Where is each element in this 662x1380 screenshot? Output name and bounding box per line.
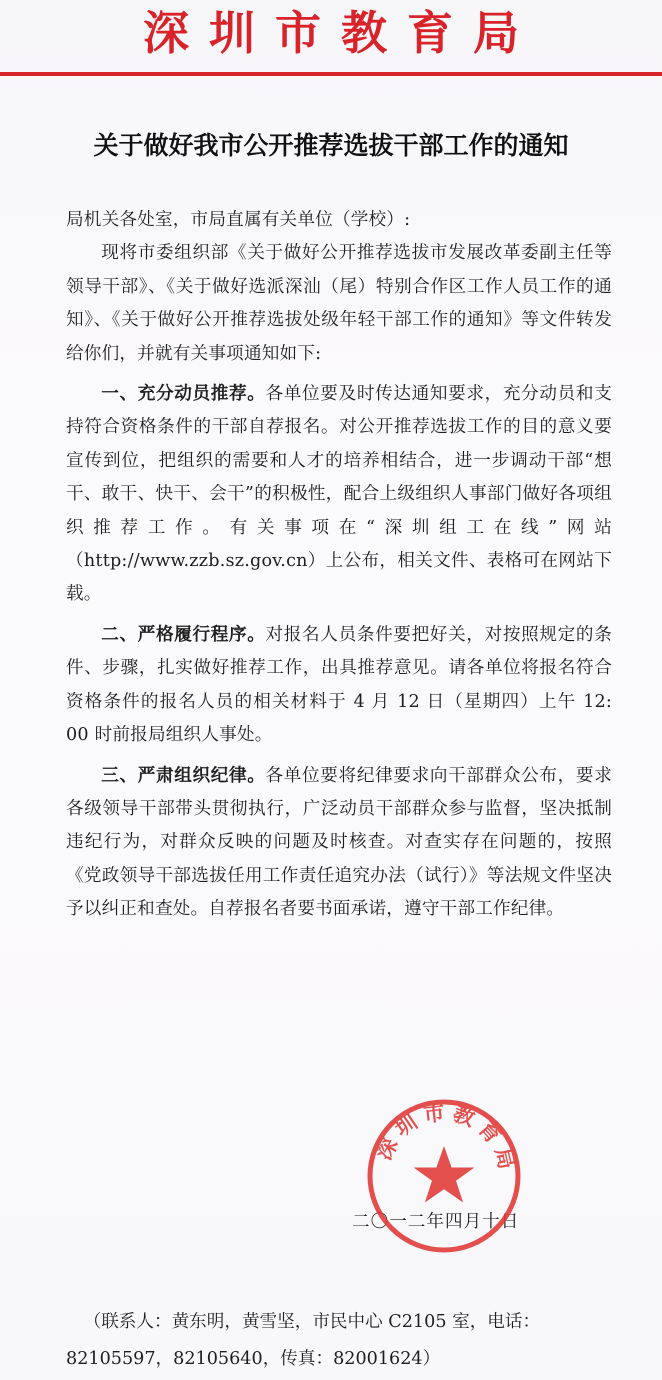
section-lead-3: 三、严肃组织纪律。 <box>101 765 266 786</box>
section-paragraph-3 <box>66 760 612 927</box>
star-icon <box>414 1146 475 1203</box>
section-text-3: 各单位要将纪律要求向干部群众公布，要求各级领导干部带头贯彻执行，广泛动员干部群众参与监督，坚决抵制违纪行为，对群众反映的问题及时核查。对查实存在问题的，按照《党政领导干部选拔任用工作责任追究办法（试行）》等法规文件坚决予以纠正和查处。自荐报名者要书面承诺，遵守干部工作纪律。 <box>66 765 612 920</box>
document-body <box>66 204 612 927</box>
seal-arc-text: 深圳市教育局 <box>370 1098 522 1178</box>
section-text-2: 对报名人员条件要把好关，对按照规定的条件、步骤，扎实做好推荐工作，出具推荐意见。请各单位将报名符合资格条件的报名人员的相关材料于 4 月 12 日（星期四）上午 12: 00 时前报局组织人事处。 <box>66 624 612 746</box>
contact-info <box>66 1304 626 1378</box>
contact-line-2: 82105597，82105640，传真：82001624） <box>66 1349 441 1369</box>
contact-line-1: （联系人：黄东明，黄雪坚，市民中心 C2105 室，电话： <box>83 1312 541 1332</box>
letterhead-rule <box>0 72 662 76</box>
issue-date: 二〇一二年四月十日 <box>352 1212 520 1232</box>
official-seal <box>364 1096 524 1256</box>
section-lead-2: 二、严格履行程序。 <box>101 624 266 645</box>
letterhead <box>0 0 662 78</box>
section-paragraph-2 <box>66 619 612 753</box>
document-title: 关于做好我市公开推荐选拔干部工作的通知 <box>93 131 569 160</box>
letterhead-title: 深圳市教育局 <box>143 6 539 60</box>
addressee: 局机关各处室，市局直属有关单位（学校）: <box>66 210 411 230</box>
intro-paragraph: 现将市委组织部《关于做好公开推荐选拔市发展改革委副主任等领导干部》、《关于做好选派深汕（尾）特别合作区工作人员工作的通知》、《关于做好公开推荐选拔处级年轻干部工作的通知》等文件转发给你们，并就有关事项通知如下: <box>66 243 612 364</box>
section-text-1: 各单位要及时传达通知要求，充分动员和支持符合资格条件的干部自荐报名。对公开推荐选拔工作的目的意义要宣传到位，把组织的需要和人才的培养相结合，进一步调动干部“想干、敢干、快干、会干”的积极性，配合上级组织人事部门做好各项组织推荐工作。有关事项在“深圳组工在线”网站（http://www.zzb.sz.gov.cn）上公布，相关文件、表格可在网站下载。 <box>66 384 612 605</box>
section-paragraph-1 <box>66 378 612 612</box>
section-lead-1: 一、充分动员推荐。 <box>101 384 266 405</box>
